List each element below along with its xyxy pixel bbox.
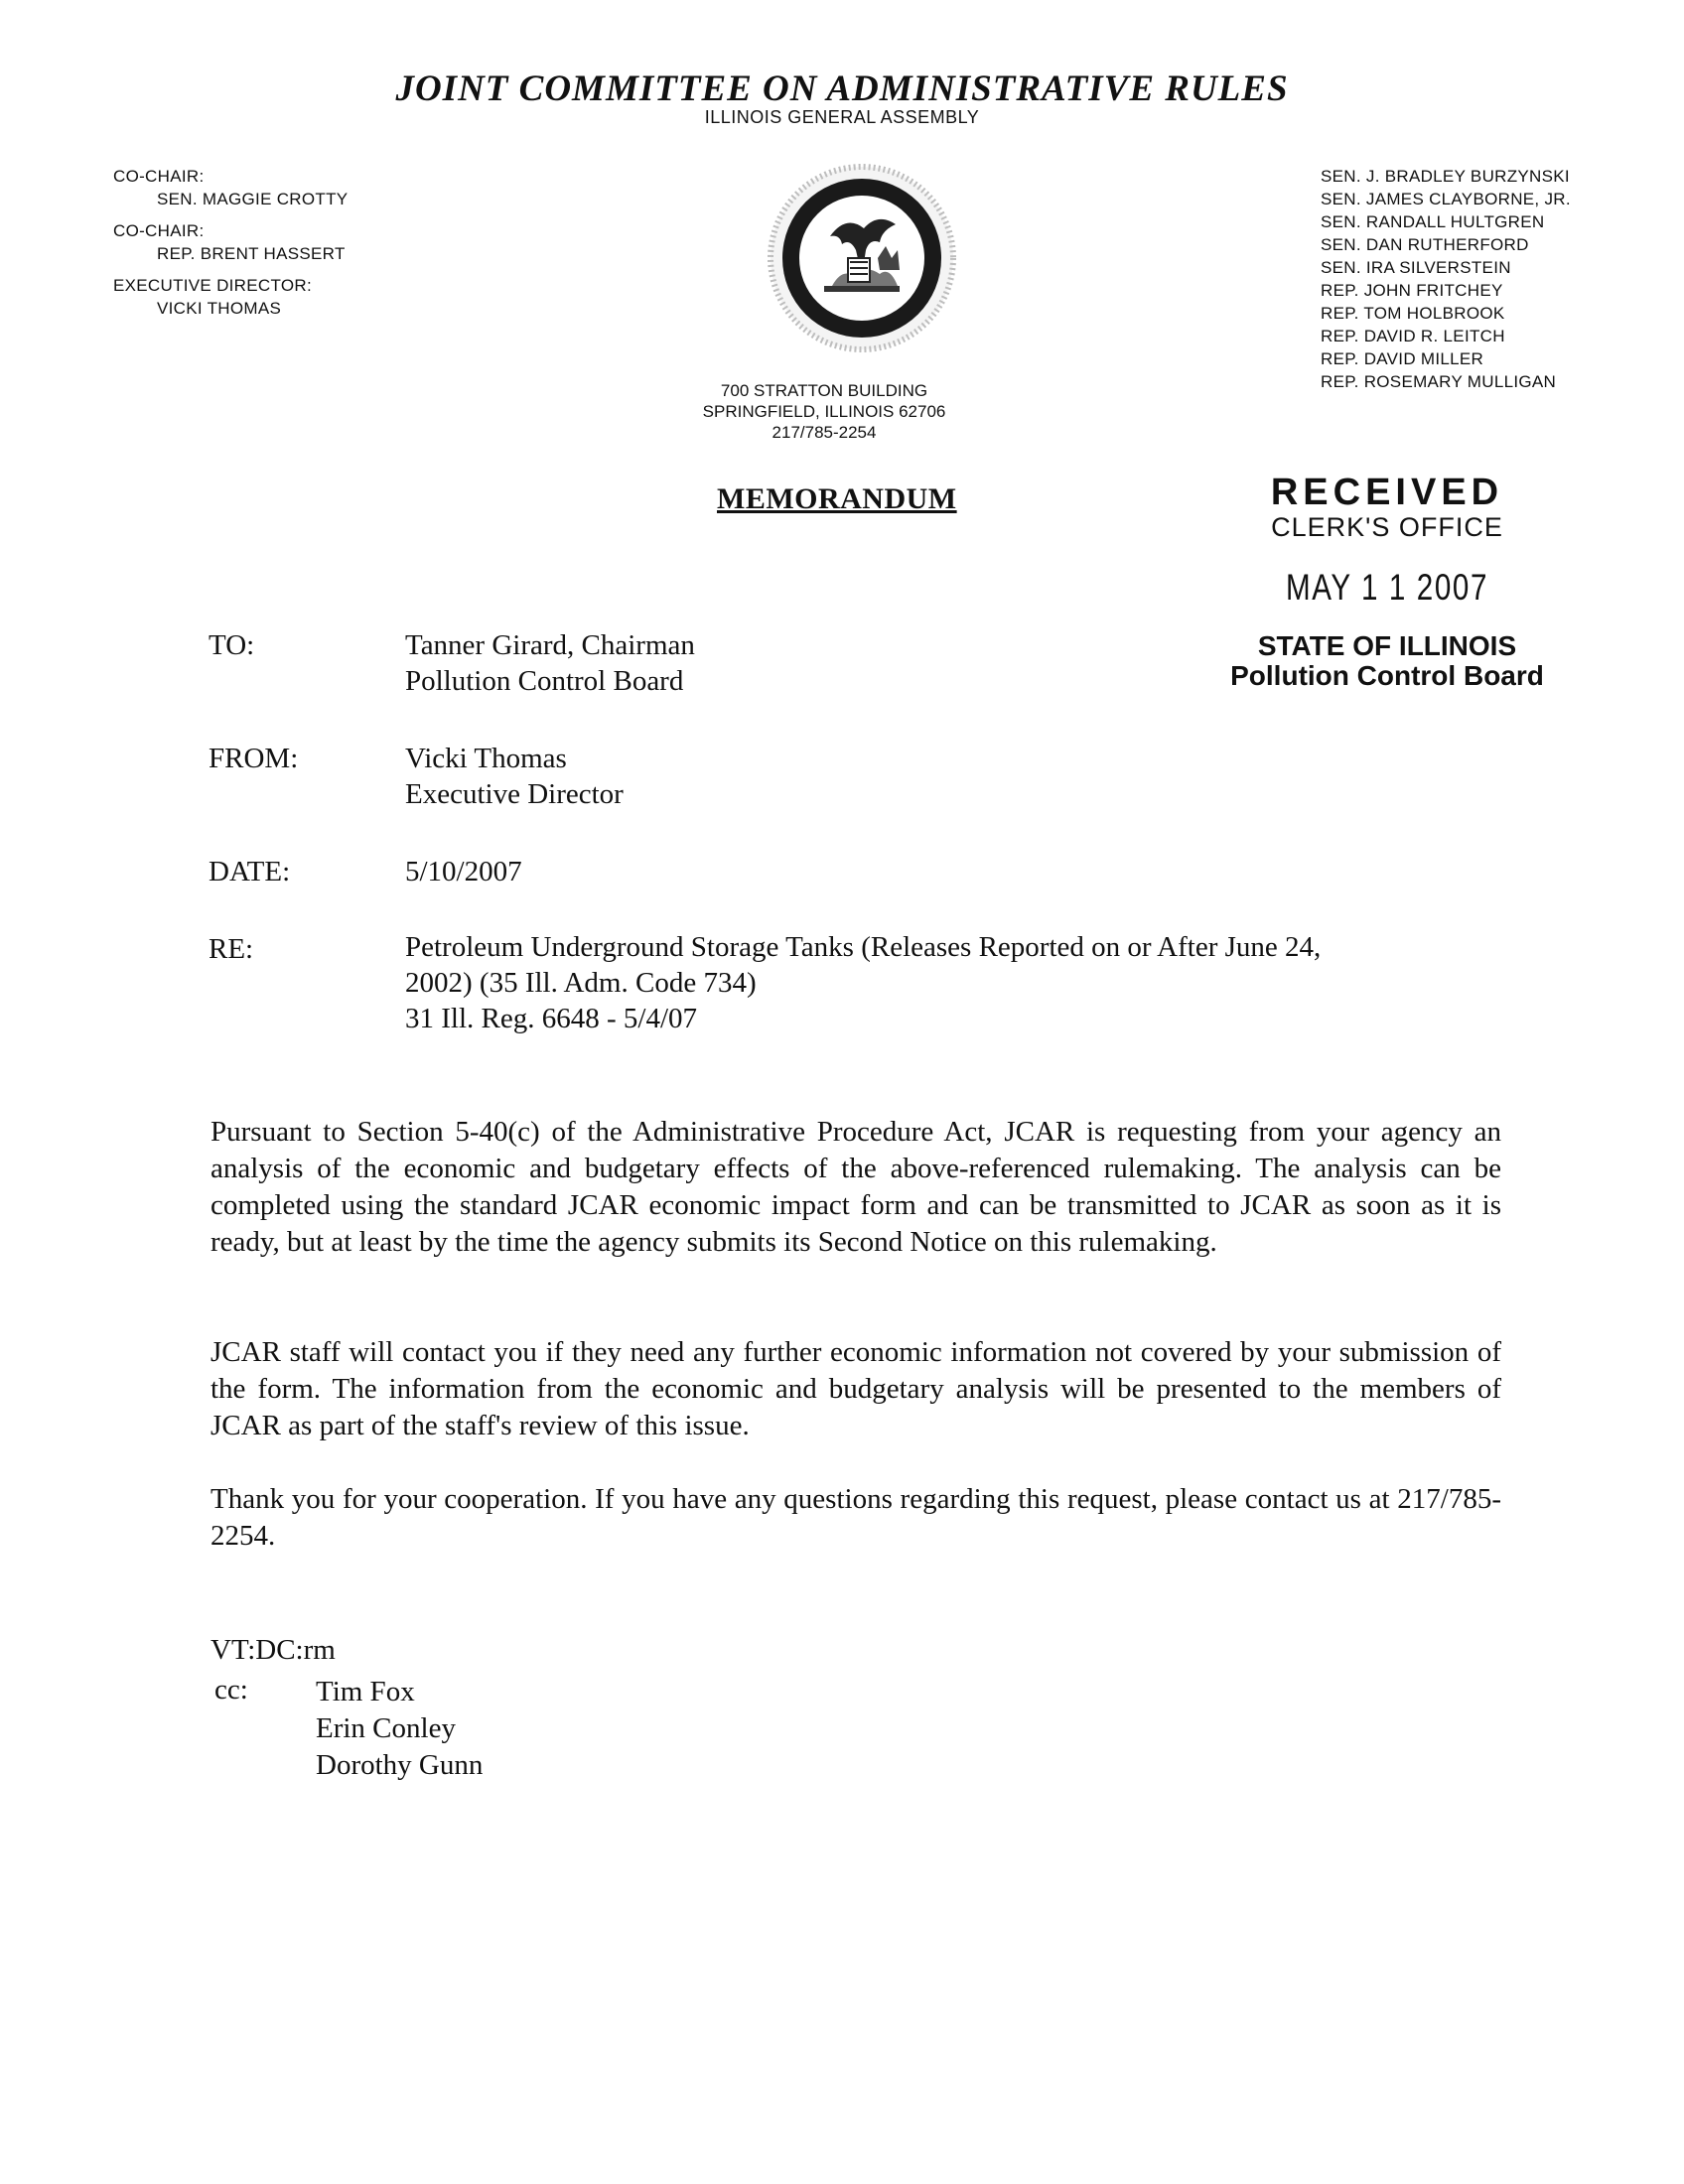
date-value: 5/10/2007 [405,856,522,887]
body-paragraph-1: Pursuant to Section 5-40(c) of the Administrative Procedure Act, JCAR is requesting from your agency an analysis of the economic and budgetary effects of the above-referenced rulemaking. The analysis can be completed using the standard JCAR economic impact form and can be transmitted to JCAR as soon as it is ready, but at least by the time the agency submits its Second Notice on this rulemaking. [210,1116,1501,1258]
body-paragraph-3: Thank you for your cooperation. If you have any questions regarding this request, please contact us at 217/785-2254. [210,1483,1501,1552]
executive-director [113,274,348,320]
body-paragraph-2: JCAR staff will contact you if they need any further economic information not covered by your submission of the form. The information from the economic and budgetary analysis will be presented to the members of JCAR as part of the staff's review of this issue. [210,1336,1501,1441]
co-chair-2-label: CO-CHAIR: [113,221,205,240]
address-line-1: 700 STRATTON BUILDING [720,381,928,400]
to-line-1: Tanner Girard, Chairman [405,629,695,661]
illinois-state-seal [763,159,961,357]
member-item: REP. DAVID MILLER [1321,349,1484,368]
re-line-3: 31 Ill. Reg. 6648 - 5/4/07 [405,1003,698,1034]
member-item: SEN. JAMES CLAYBORNE, JR. [1321,190,1571,208]
from-line-2: Executive Director [405,778,624,810]
stamp-date: MAY 1 1 2007 [1285,567,1489,608]
received-stamp [1223,473,1551,691]
executive-director-label: EXECUTIVE DIRECTOR: [113,276,312,295]
to-line-2: Pollution Control Board [405,665,684,697]
memorandum-heading: MEMORANDUM [717,482,957,515]
re-label: RE: [209,933,254,965]
address-line-2: SPRINGFIELD, ILLINOIS 62706 [702,402,946,421]
re-line-2: 2002) (35 Ill. Adm. Code 734) [405,967,757,999]
re-line-1: Petroleum Underground Storage Tanks (Releases Reported on or After June 24, [405,931,1322,963]
re-value [405,929,1507,1036]
committee-title: JOINT COMMITTEE ON ADMINISTRATIVE RULES [395,68,1289,109]
office-address [695,380,953,443]
stamp-state: STATE OF ILLINOIS [1257,630,1517,661]
member-item: REP. ROSEMARY MULLIGAN [1321,372,1557,391]
executive-director-name: VICKI THOMAS [157,299,282,318]
co-chair-2 [113,219,348,265]
members-list [1321,165,1571,393]
member-item: SEN. J. BRADLEY BURZYNSKI [1321,167,1570,186]
address-phone: 217/785-2254 [772,423,877,442]
member-item: REP. TOM HOLBROOK [1321,304,1505,323]
member-item: SEN. IRA SILVERSTEIN [1321,258,1511,277]
member-item: REP. DAVID R. LEITCH [1321,327,1505,345]
stamp-received: RECEIVED [1270,472,1504,513]
cc-recipient: Tim Fox [316,1676,415,1707]
from-line-1: Vicki Thomas [405,743,567,774]
cc-recipient: Dorothy Gunn [316,1749,484,1781]
to-label: TO: [209,629,255,661]
member-item: SEN. DAN RUTHERFORD [1321,235,1529,254]
date-label: DATE: [209,856,291,887]
stamp-board: Pollution Control Board [1230,660,1544,691]
co-chair-1-name: SEN. MAGGIE CROTTY [157,190,349,208]
assembly-subtitle: ILLINOIS GENERAL ASSEMBLY [704,107,980,127]
stamp-office: CLERK'S OFFICE [1271,512,1503,542]
typist-initials: VT:DC:rm [210,1634,336,1666]
cc-recipient: Erin Conley [316,1712,456,1744]
co-chair-1-label: CO-CHAIR: [113,167,205,186]
from-label: FROM: [209,743,299,774]
co-chair-1 [113,165,348,210]
cc-list [316,1674,483,1784]
member-item: SEN. RANDALL HULTGREN [1321,212,1545,231]
member-item: REP. JOHN FRITCHEY [1321,281,1503,300]
co-chair-2-name: REP. BRENT HASSERT [157,244,346,263]
to-value [405,627,695,699]
from-value [405,741,624,812]
cc-label: cc: [214,1674,248,1706]
officers-block [113,165,348,329]
